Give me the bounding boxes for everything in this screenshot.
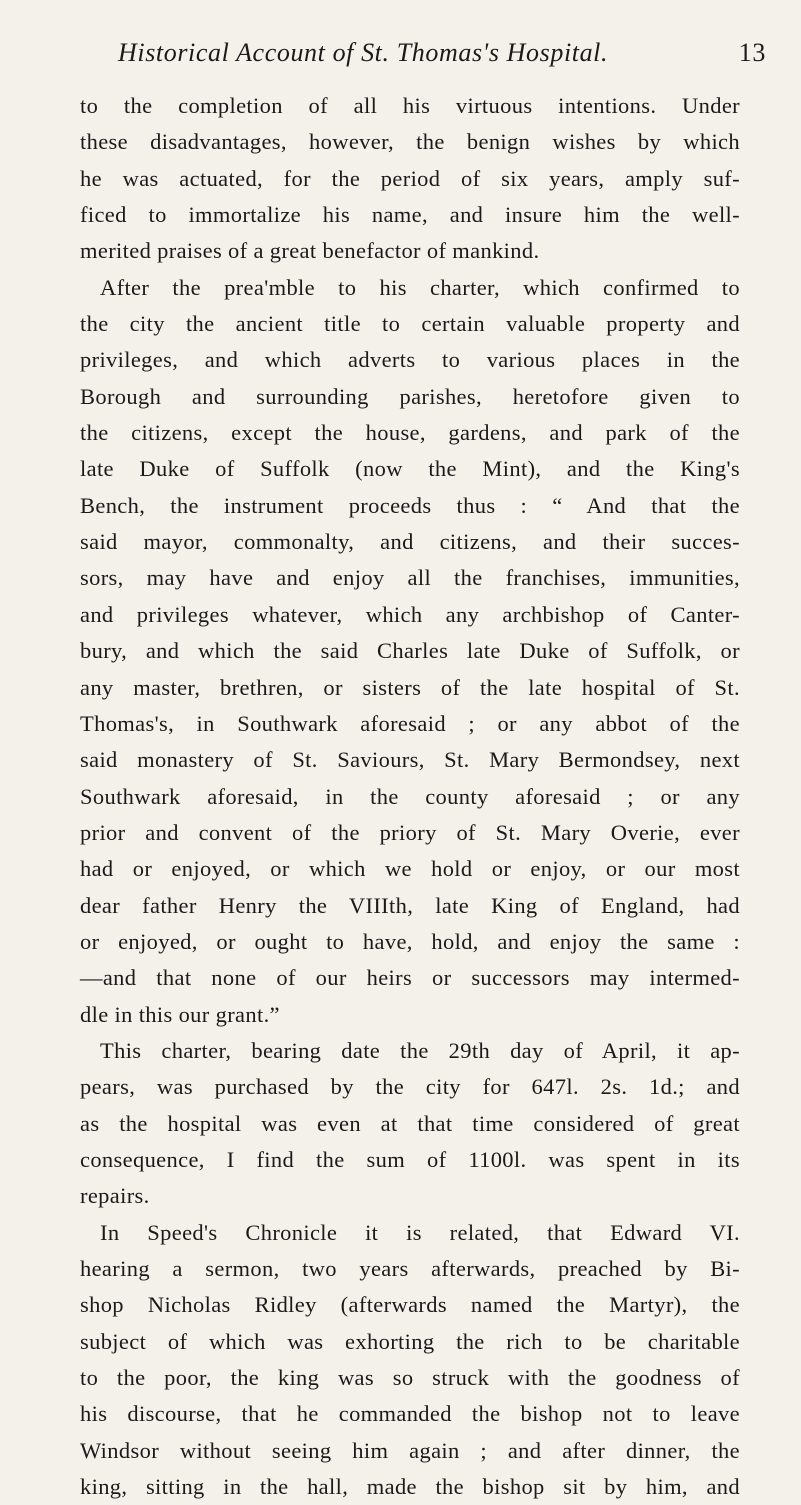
- text-line: to the completion of all his virtuous intentions. Under: [80, 93, 740, 118]
- text-line: pears, was purchased by the city for 647l. 2s. 1d.; and: [80, 1074, 740, 1100]
- text-line: any master, brethren, or sisters of the late hospital of St.: [80, 674, 740, 700]
- text-line: or enjoyed, or ought to have, hold, and enjoy the same :: [80, 928, 740, 954]
- running-head: [118, 38, 766, 78]
- text-line: as the hospital was even at that time considered of great: [80, 1110, 740, 1136]
- text-line: This charter, bearing date the 29th day of April, it ap-: [100, 1037, 740, 1063]
- text-line: merited praises of a great benefactor of mankind.: [80, 238, 540, 264]
- text-line: bury, and which the said Charles late Duke of Suffolk, or: [80, 638, 740, 664]
- text-line: the citizens, except the house, gardens, and park of the: [80, 420, 740, 446]
- text-line: consequence, I find the sum of 1100l. was spent in its: [80, 1146, 740, 1172]
- text-line: Thomas's, in Southwark aforesaid ; or any abbot of the: [80, 710, 740, 736]
- text-line: his discourse, that he commanded the bishop not to leave: [80, 1401, 740, 1427]
- text-line: the city the ancient title to certain valuable property and: [80, 311, 740, 337]
- text-line: he was actuated, for the period of six years, amply suf-: [80, 165, 740, 191]
- text-line: and privileges whatever, which any archbishop of Canter-: [80, 601, 740, 627]
- text-line: said mayor, commonalty, and citizens, and their succes-: [80, 529, 740, 555]
- text-line: said monastery of St. Saviours, St. Mary Bermondsey, next: [80, 747, 740, 773]
- text-line: dear father Henry the VIIIth, late King of England, had: [80, 892, 740, 918]
- text-line: sors, may have and enjoy all the franchises, immunities,: [80, 565, 740, 591]
- body-text: [80, 88, 740, 1505]
- text-line: —and that none of our heirs or successors may intermed-: [80, 965, 740, 991]
- text-line: late Duke of Suffolk (now the Mint), and the King's: [80, 456, 740, 482]
- page-number: 13: [738, 38, 766, 67]
- text-line: dle in this our grant.”: [80, 1001, 280, 1027]
- text-line: ficed to immortalize his name, and insure him the well-: [80, 202, 740, 228]
- text-line: Windsor without seeing him again ; and after dinner, the: [80, 1437, 740, 1463]
- text-line: Borough and surrounding parishes, heretofore given to: [80, 383, 740, 409]
- text-line: to the poor, the king was so struck with the goodness of: [80, 1365, 740, 1391]
- text-line: subject of which was exhorting the rich to be charitable: [80, 1328, 740, 1354]
- text-line: After the prea'mble to his charter, which confirmed to: [100, 274, 740, 300]
- running-title: Historical Account of St. Thomas's Hospital.: [118, 38, 609, 67]
- text-line: king, sitting in the hall, made the bishop sit by him, and: [80, 1474, 740, 1500]
- text-line: Bench, the instrument proceeds thus : “ And that the: [80, 492, 740, 518]
- text-line: hearing a sermon, two years afterwards, preached by Bi-: [80, 1256, 740, 1281]
- text-line: had or enjoyed, or which we hold or enjoy, or our most: [80, 856, 740, 882]
- text-line: shop Nicholas Ridley (afterwards named the Martyr), the: [80, 1292, 740, 1318]
- text-line: Southwark aforesaid, in the county aforesaid ; or any: [80, 783, 740, 809]
- text-line: privileges, and which adverts to various places in the: [80, 347, 740, 373]
- text-line: prior and convent of the priory of St. Mary Overie, ever: [80, 819, 740, 845]
- text-line: In Speed's Chronicle it is related, that Edward VI.: [100, 1219, 740, 1245]
- text-line: repairs.: [80, 1183, 150, 1209]
- text-line: these disadvantages, however, the benign wishes by which: [80, 129, 740, 155]
